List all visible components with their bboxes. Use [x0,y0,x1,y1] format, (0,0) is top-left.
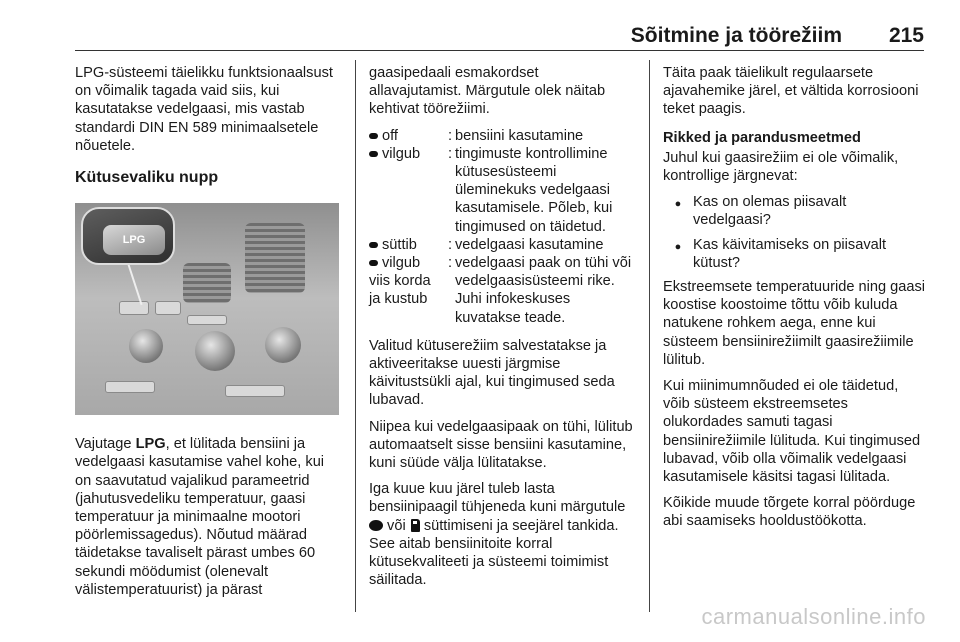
bullet-icon: ● [674,198,682,211]
pedal-paragraph: gaasipedaali esmakordset allavajutamist. Märgutule olek näitab kehtivat töörežiimi. [369,65,606,118]
state-row: vilgub : tingimuste kontrollimine kütusesüsteemi üleminekuks vedelgaasi kasutamisele. Põleb, kui tingimused on täidetud. [369,145,635,236]
lpg-button: LPG [103,225,165,255]
lpg-label: LPG [135,436,166,453]
saved-mode-paragraph: Valitud kütuserežiim salvestatakse ja aktiveeritakse uuesti järgmise käivitustsükli ajal, kui tingimused seda lubavad. [369,337,615,409]
fuel-selector-heading: Kütusevaliku nupp [75,169,219,187]
control-knob [265,327,301,363]
dash-button [105,381,155,393]
lpg-intro-paragraph: LPG-süsteemi täielikku funktsionaalsust on võimalik tagada vaid siis, kui kasutatakse vedelgaasi, mis vastab standardi DIN EN 589 minimaalsetele nõuetele. [75,65,333,154]
lamp-icon [369,133,378,139]
lamp-icon [369,260,378,266]
control-knob [195,331,235,371]
temperature-paragraph: Ekstreemsete temperatuuride ning gaasi koostise koostoime tõttu võib kuluda natukene rohkem aega, enne kui süsteem bensiinirežiimilt gaasirežiimile lülitub. [663,279,926,368]
page-number: 215 [888,24,924,47]
air-vent [245,223,305,293]
list-item: ● Kas on olemas piisavalt vedelgaasi? [663,193,928,229]
minimum-requirements-paragraph: Kui miinimumnõuded ei ole täidetud, võib süsteem ekstreemsetes olukordades samuti tagasi bensiinirežiimile lülituda. Kui tingimused lubavad, võib olla võimalik vedelgaasi kasutamisele käsitsi tagasi lülitada. [663,378,921,486]
refuel-paragraph: Iga kuue kuu järel tuleb lasta bensiinipaagil tühjeneda kuni märgutule või süttimiseni ja seejärel tankida. See aitab bensiinitoite korral kütusekvaliteeti ja süsteemi toimimist säilitada. [369,481,626,589]
watermark: carmanualsonline.info [701,604,926,629]
column-middle [369,64,635,597]
workshop-paragraph: Kõikide muude tõrgete korral pöörduge abi saamiseks hooldustöökotta. [663,495,916,530]
bullet-icon: ● [674,240,682,253]
dash-button [155,301,181,315]
lpg-switch-in-dash [119,301,149,315]
lamp-icon [369,242,378,248]
callout-inset [81,207,175,265]
column-divider-1 [355,60,356,612]
lamp-icon [369,520,383,531]
faults-subheading: Rikked ja parandusmeetmed [663,129,861,146]
header-title: Sõitmine ja töörežiim [630,24,842,47]
state-row: vilgub viis korda ja kustub : vedelgaasi paak on tühi või vedelgaasisüsteemi rike. Juhi infokeskuses kuvatakse teade. [369,255,632,326]
page-header [75,22,924,52]
list-item: ● Kas käivitamiseks on piisavalt kütust? [663,236,928,272]
dash-button [225,385,285,397]
column-divider-2 [649,60,650,612]
callout-leader-line [127,263,142,305]
indicator-state-table [369,127,635,327]
lamp-icon [369,151,378,157]
state-row: off : bensiini kasutamine [369,127,635,145]
display-panel [183,263,231,303]
header-rule [75,50,924,51]
state-row: süttib : vedelgaasi kasutamine [369,236,635,254]
lpg-usage-paragraph: Vajutage LPG, et lülitada bensiini ja vedelgaasi kasutamise vahel kohe, kui on saavutatud vajalikud parameetrid (jahutusvedeliku temperatuur, gaasi temperatuur ja minimaalne mootori pöörlemissagedus). Nõutud määrad täidetakse tavaliselt pärast umbes 60 sekundi möödumist (olenevalt välistemperatuurist) ja pärast [75,436,325,598]
faults-intro: Juhul kui gaasirežiim ei ole võimalik, kontrollige järgnevat: [663,149,899,185]
tank-paragraph: Täita paak täielikult regulaarsete ajavahemike järel, et vältida korrosiooni teket paagis. [663,65,919,118]
fuel-pump-icon [411,519,420,532]
column-right [663,64,928,539]
control-knob [129,329,163,363]
dashboard-photo [75,203,339,415]
dash-button [187,315,227,325]
column-left [75,64,341,607]
auto-switch-paragraph: Niipea kui vedelgaasipaak on tühi, lülitub automaatselt sisse bensiini kasutamine, kuni süüde välja lülitatakse. [369,418,633,472]
